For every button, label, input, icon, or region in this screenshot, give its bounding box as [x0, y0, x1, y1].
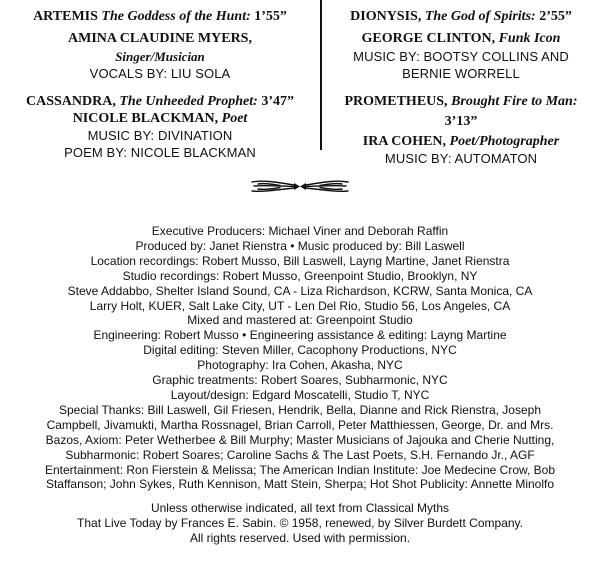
track-subtitle: The God of Spirits: [424, 9, 536, 24]
artist-name: GEORGE CLINTON, [361, 31, 496, 46]
credit-line: Campbell, Jivamukti, Martha Rossnagel, Brian Carroll, Peter Matthiessen, George, Dr. and Mrs. [46, 417, 554, 432]
credit-line: Executive Producers: Michael Viner and Deborah Raffin [151, 224, 449, 238]
artist-role: Poet/Photographer [449, 134, 560, 149]
track-title-line [322, 8, 600, 25]
track-artemis [0, 8, 320, 82]
artist-line [322, 133, 600, 150]
track-credit: MUSIC BY: DIVINATION [87, 128, 233, 143]
track-duration: 2’55” [539, 9, 572, 24]
track-duration: 1’55” [254, 9, 287, 24]
track-credit: POEM BY: NICOLE BLACKMAN [64, 145, 256, 160]
track-title: DIONYSIS, [350, 9, 422, 24]
artist-line [322, 30, 600, 47]
track-subtitle: Brought Fire to Man: [451, 94, 578, 109]
artist-role: Singer/Musician [115, 49, 205, 64]
track-duration: 3’47” [261, 94, 294, 109]
credit-line: Steve Addabbo, Shelter Island Sound, CA - Liza Richardson, KCRW, Santa Monica, CA [67, 283, 533, 298]
credit-line: Graphic treatments: Robert Soares, Subharmonic, NYC [152, 373, 448, 388]
track-title-line [0, 93, 320, 110]
swirl-ornament [250, 178, 350, 194]
artist-name: AMINA CLAUDINE MYERS, [68, 31, 252, 46]
credit-line: Subharmonic: Robert Soares; Caroline Sachs & The Last Poets, S.H. Fernando Jr., AGF [65, 447, 535, 462]
track-credit: MUSIC BY: BOOTSY COLLINS AND [353, 49, 569, 64]
track-credit: MUSIC BY: AUTOMATON [384, 151, 538, 166]
track-subtitle: The Unheeded Prophet: [119, 94, 258, 109]
footer-line: All rights reserved. Used with permission. [189, 530, 411, 545]
copyright-notice [0, 501, 600, 546]
credit-line: Studio recordings: Robert Musso, Greenpoint Studio, Brooklyn, NY [122, 268, 478, 283]
credit-line: Produced by: Janet Rienstra • Music produced by: Bill Laswell [135, 238, 465, 253]
artist-role: Poet [221, 111, 248, 126]
artist-line [0, 110, 320, 127]
track-subtitle: The Goddess of the Hunt: [101, 9, 251, 24]
track-duration: 3’13” [444, 114, 478, 129]
track-prometheus [322, 93, 600, 167]
credit-line: Bazos, Axiom: Peter Wetherbee & Bill Murphy; Master Musicians of Jajouka and Cherie Nutting, [45, 432, 555, 447]
track-dionysis [322, 8, 600, 82]
credit-line: Photography: Ira Cohen, Akasha, NYC [197, 358, 403, 373]
credit-line: Larry Holt, KUER, Salt Lake City, UT - Len Del Rio, Studio 56, Los Angeles, CA [89, 298, 511, 313]
track-title-line [0, 8, 320, 25]
credit-line: Staffanson; John Sykes, Ruth Kennison, Matt Stein, Sherpa; Hot Shot Publicity: Annette Minolfo [45, 477, 555, 492]
track-credit: VOCALS BY: LIU SOLA [89, 66, 231, 81]
credit-line: Location recordings: Robert Musso, Bill Laswell, Layng Martine, Janet Rienstra [90, 253, 510, 268]
credit-line: Mixed and mastered at: Greenpoint Studio [187, 313, 413, 328]
credit-line: Special Thanks: Bill Laswell, Gil Friesen, Hendrik, Bella, Dianne and Rick Rienstra, Joseph [59, 402, 541, 417]
credit-line: Layout/design: Edgard Moscatelli, Studio T, NYC [170, 387, 430, 402]
artist-line [0, 30, 320, 47]
artist-role: Funk Icon [498, 31, 561, 46]
credit-line: Entertainment: Ron Fierstein & Melissa; The American Indian Institute: Joe Medecine Crow, Bob [44, 462, 556, 477]
footer-line: That Live Today by Frances E. Sabin. © 1958, renewed, by Silver Burdett Company. [77, 515, 523, 530]
artist-name: NICOLE BLACKMAN, [72, 111, 219, 126]
track-credit: BERNIE WORRELL [402, 66, 520, 81]
credits-block [0, 224, 600, 492]
track-title: CASSANDRA, [26, 94, 116, 109]
track-cassandra [0, 93, 320, 161]
track-title-line [322, 93, 600, 110]
track-title: ARTEMIS [33, 9, 98, 24]
footer-line: Unless otherwise indicated, all text from Classical Myths [150, 501, 450, 515]
credit-line: Digital editing: Steven Miller, Cacophony Productions, NYC [143, 343, 457, 358]
credit-line: Engineering: Robert Musso • Engineering assistance & editing: Layng Martine [93, 328, 507, 343]
artist-name: IRA COHEN, [362, 134, 447, 149]
track-title: PROMETHEUS, [344, 94, 448, 109]
